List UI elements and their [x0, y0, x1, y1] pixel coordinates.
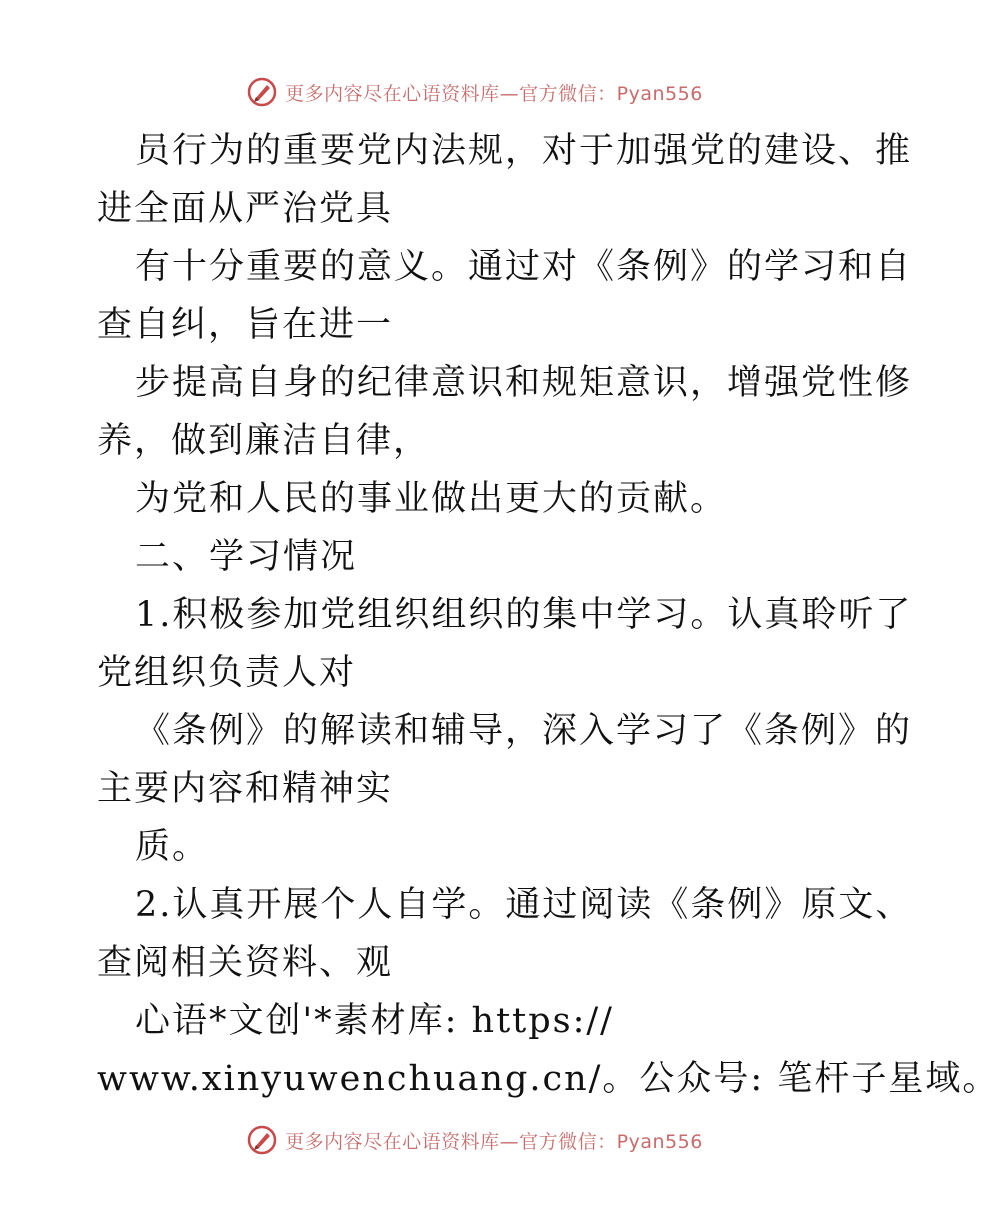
paragraph-line: 步提高自身的纪律意识和规矩意识，增强党性修 — [135, 363, 913, 403]
paragraph-line: 为党和人民的事业做出更大的贡献。 — [135, 479, 728, 519]
pen-logo-icon — [247, 77, 277, 107]
source-line: 心语*文创'*素材库: https:// — [135, 1001, 614, 1041]
paragraph-line: 质。 — [135, 827, 210, 867]
document-body — [97, 122, 999, 1108]
paragraph-line: 党组织负责人对 — [97, 653, 357, 693]
pen-logo-icon — [247, 1125, 277, 1155]
footer-watermark — [0, 1118, 950, 1162]
paragraph-line: 有十分重要的意义。通过对《条例》的学习和自 — [135, 247, 913, 287]
header-watermark — [0, 70, 950, 114]
paragraph-line: 主要内容和精神实 — [97, 769, 394, 809]
paragraph-line: 查自纠，旨在进一 — [97, 305, 394, 345]
source-url-line: www.xinyuwenchuang.cn/。公众号: 笔杆子星域。 — [97, 1059, 999, 1099]
paragraph-line: 查阅相关资料、观 — [97, 943, 394, 983]
paragraph-line: 养，做到廉洁自律， — [97, 421, 431, 461]
section-heading: 二、学习情况 — [135, 537, 358, 577]
paragraph-line: 《条例》的解读和辅导，深入学习了《条例》的 — [135, 711, 913, 751]
paragraph-line: 1.积极参加党组织组织的集中学习。认真聆听了 — [135, 595, 913, 635]
watermark-text: 更多内容尽在心语资料库—官方微信：Pyan556 — [285, 1130, 703, 1153]
watermark-text: 更多内容尽在心语资料库—官方微信：Pyan556 — [285, 82, 703, 105]
paragraph-line: 员行为的重要党内法规，对于加强党的建设、推 — [135, 131, 913, 171]
paragraph-line: 2.认真开展个人自学。通过阅读《条例》原文、 — [135, 885, 913, 925]
paragraph-line: 进全面从严治党具 — [97, 189, 394, 229]
